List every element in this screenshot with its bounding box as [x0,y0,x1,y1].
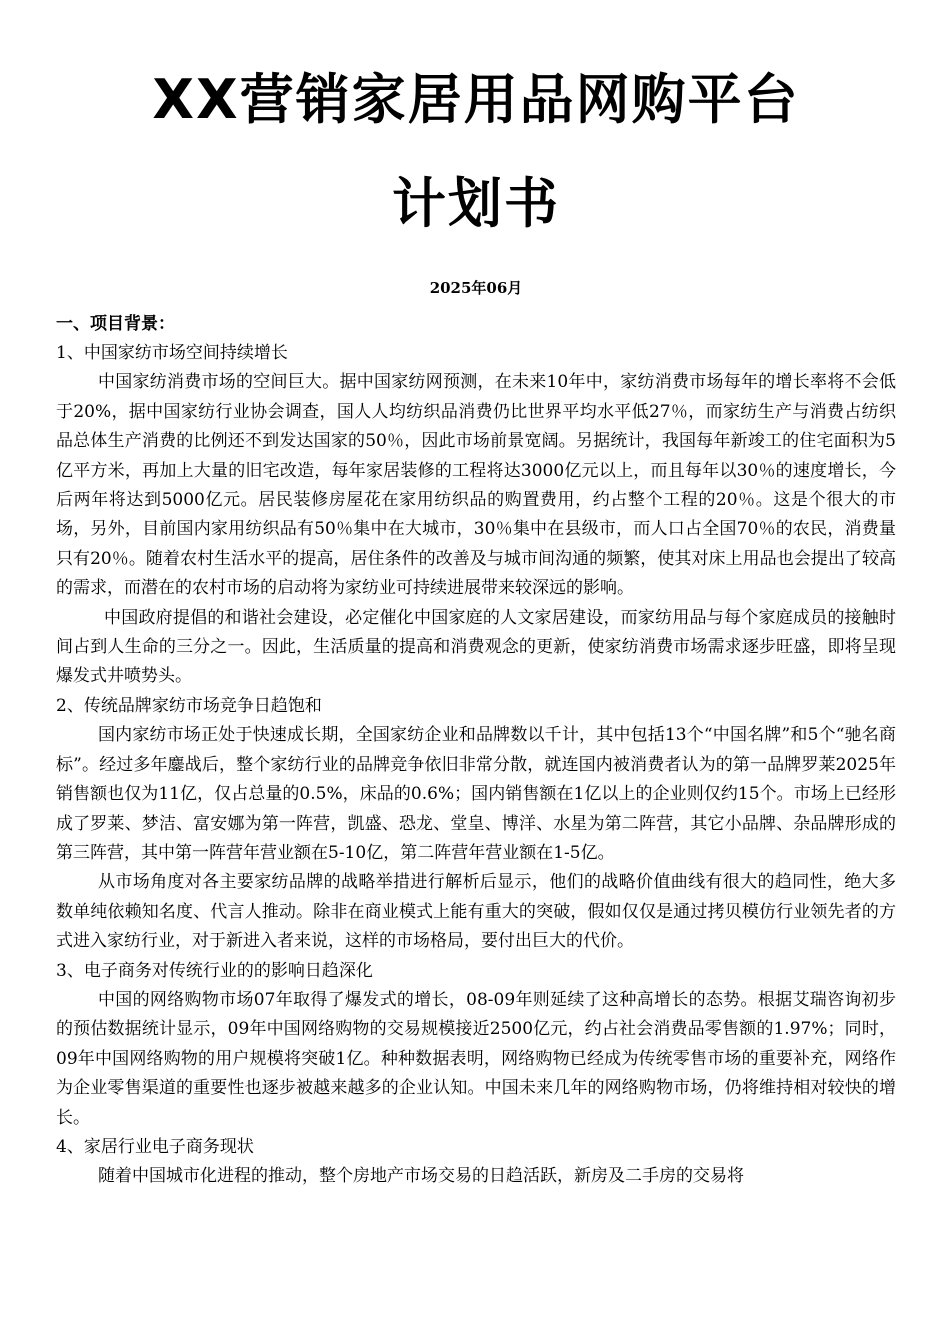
document-title-line1: XX营销家居用品网购平台 [152,68,800,131]
paragraph-2-2: 从市场角度对各主要家纺品牌的战略举措进行解析后显示，他们的战略价值曲线有很大的趋同性，绝大多数单纯依赖知名度、代言人推动。除非在商业模式上能有重大的突破，假如仅仅是通过拷贝模仿行业领先者的方式进入家纺行业，对于新进入者来说，这样的市场格局，要付出巨大的代价。 [56,872,896,952]
subsection-heading-1: 1、中国家纺市场空间持续增长 [56,343,288,363]
subsection-heading-3: 3、电子商务对传统行业的的影响日趋深化 [56,960,373,981]
subsection-heading-2: 2、传统品牌家纺市场竞争日趋饱和 [56,695,322,716]
paragraph-1-2: 中国政府提倡的和谐社会建设，必定催化中国家庭的人文家居建设，而家纺用品与每个家庭成员的接触时间占到人生命的三分之一。因此，生活质量的提高和消费观念的更新，使家纺消费市场需求逐步旺盛，即将呈现爆发式井喷势头。 [56,607,896,687]
paragraph-3-1: 中国的网络购物市场07年取得了爆发式的增长，08-09年则延续了这种高增长的态势。根据艾瑞咨询初步的预估数据统计显示，09年中国网络购物的交易规模接近2500亿元，约占社会消费品零售额的1.97%；同时，09年中国网络购物的用户规模将突破1亿。种种数据表明，网络购物已经成为传统零售市场的重要补充，网络作为企业零售渠道的重要性也逐步被越来越多的企业认知。中国未来几年的网络购物市场，仍将维持相对较快的增长。 [56,989,896,1128]
paragraph-1-1: 中国家纺消费市场的空间巨大。据中国家纺网预测，在未来10年中，家纺消费市场每年的增长率将不会低于20%，据中国家纺行业协会调查，国人人均纺织品消费仍比世界平均水平低27％，而家纺生产与消费占纺织品总体生产消费的比例还不到发达国家的50％，因此市场前景宽阔。另据统计，我国每年新竣工的住宅面积为5亿平方米，再加上大量的旧宅改造，每年家居装修的工程将达3000亿元以上，而且每年以30％的速度增长，今后两年将达到5000亿元。居民装修房屋花在家用纺织品的购置费用，约占整个工程的20％。这是个很大的市场，另外，目前国内家用纺织品有50％集中在大城市，30％集中在县级市，而人口占全国70％的农民，消费量只有20％。随着农村生活水平的提高，居住条件的改善及与城市间沟通的频繁，使其对床上用品也会提出了较高的需求，而潜在的农村市场的启动将为家纺业可持续进展带来较深远的影响。 [56,372,896,599]
paragraph-4-1: 随着中国城市化进程的推动，整个房地产市场交易的日趋活跃，新房及二手房的交易将 [98,1166,744,1187]
document-date: 2025年06月 [429,279,523,297]
section-heading-background: 一、项目背景： [56,314,175,334]
paragraph-2-1: 国内家纺市场正处于快速成长期，全国家纺企业和品牌数以千计，其中包括13个“中国名牌”和5个“驰名商标”。经过多年鏖战后，整个家纺行业的品牌竞争依旧非常分散，就连国内被消费者认为的第一品牌罗莱2025年销售额也仅为11亿，仅占总量的0.5%，床品的0.6%；国内销售额在1亿以上的企业则仅约15个。市场上已经形成了罗莱、梦洁、富安娜为第一阵营，凯盛、恐龙、堂皇、博洋、水星为第二阵营，其它小品牌、杂品牌形成的第三阵营，其中第一阵营年营业额在5-10亿，第二阵营年营业额在1-5亿。 [56,725,896,863]
document-page [56,0,896,1192]
document-title-line2: 计划书 [392,172,560,235]
subsection-heading-4: 4、家居行业电子商务现状 [56,1136,254,1157]
